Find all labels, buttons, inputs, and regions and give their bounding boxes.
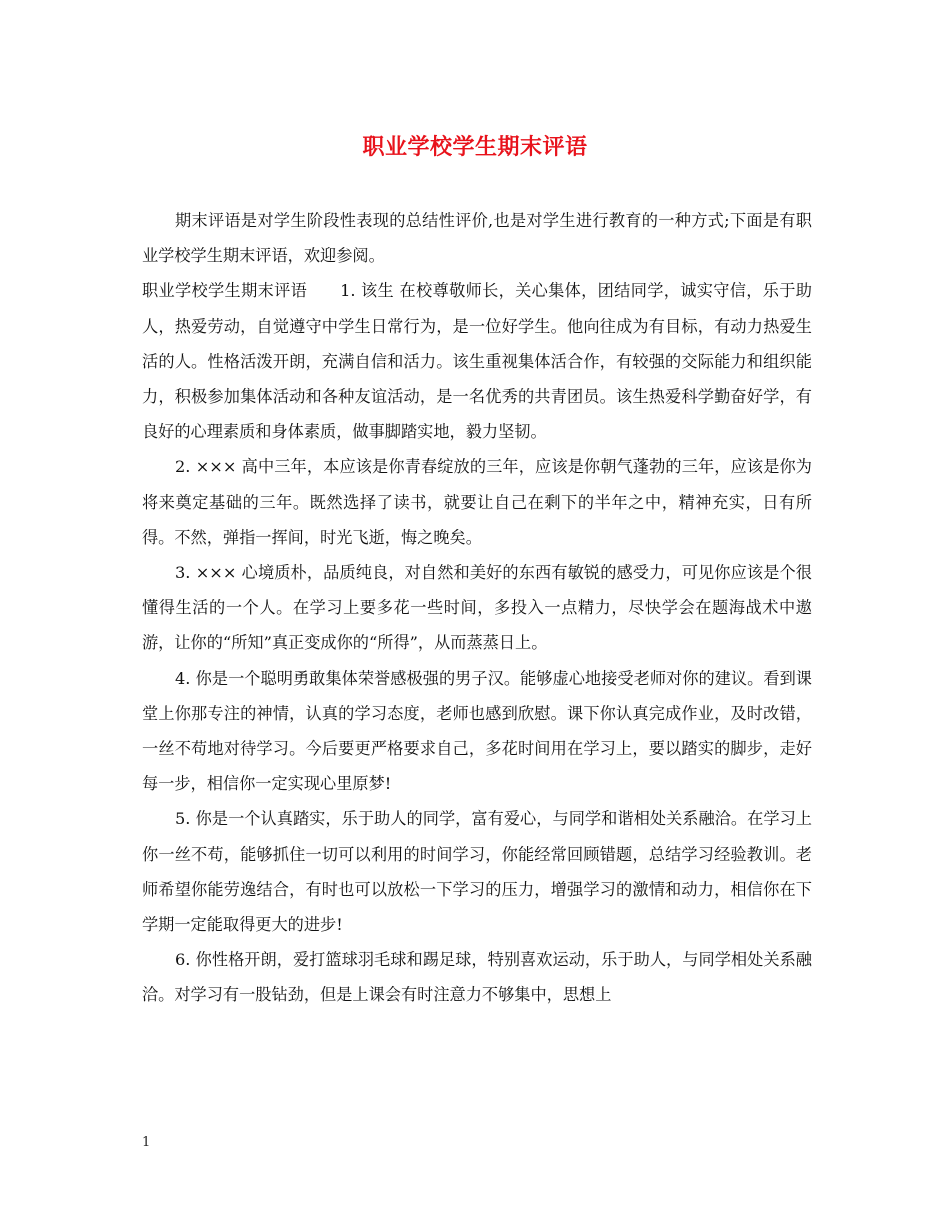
comment-paragraph-1: 职业学校学生期末评语 1. 该生 在校尊敬师长，关心集体，团结同学，诚实守信，乐于助人，热爱劳动，自觉遵守中学生日常行为，是一位好学生。他向往成为有目标，有动力热爱生活的人。性格活泼开朗，充满自信和活力。该生重视集体活合作，有较强的交际能力和组织能力，积极参加集体活动和各种友谊活动，是一名优秀的共青团员。该生热爱科学勤奋好学，有良好的心理素质和身体素质，做事脚踏实地，毅力坚韧。 xyxy=(142,281,812,442)
document-title: 职业学校学生期末评语 xyxy=(362,134,588,160)
page-number: 1 xyxy=(142,1135,151,1150)
comment-paragraph-4: 4. 你是一个聪明勇敢集体荣誉感极强的男子汉。能够虚心地接受老师对你的建议。看到课堂上你那专注的神情，认真的学习态度，老师也感到欣慰。课下你认真完成作业，及时改错，一丝不苟地对待学习。今后要更严格要求自己，多花时间用在学习上，要以踏实的脚步，走好每一步，相信你一定实现心里原梦! xyxy=(142,668,812,794)
comment-paragraph-6: 6. 你性格开朗，爱打篮球羽毛球和踢足球，特别喜欢运动，乐于助人，与同学相处关系融洽。对学习有一股钻劲，但是上课会有时注意力不够集中，思想上 xyxy=(142,950,812,1005)
comment-paragraph-5: 5. 你是一个认真踏实，乐于助人的同学，富有爱心，与同学和谐相处关系融洽。在学习上你一丝不苟，能够抓住一切可以利用的时间学习，你能经常回顾错题，总结学习经验教训。老师希望你能劳逸结合，有时也可以放松一下学习的压力，增强学习的激情和动力，相信你在下学期一定能取得更大的进步! xyxy=(142,809,812,935)
document-body xyxy=(142,203,812,1013)
comment-paragraph-3: 3. ××× 心境质朴，品质纯良，对自然和美好的东西有敏锐的感受力，可见你应该是个很懂得生活的一个人。在学习上要多花一些时间，多投入一点精力，尽快学会在题海战术中遨游，让你的“所知”真正变成你的“所得”，从而蒸蒸日上。 xyxy=(142,563,812,653)
intro-paragraph: 期末评语是对学生阶段性表现的总结性评价,也是对学生进行教育的一种方式;下面是有职业学校学生期末评语，欢迎参阅。 xyxy=(142,211,812,266)
comment-paragraph-2: 2. ××× 高中三年，本应该是你青春绽放的三年，应该是你朝气蓬勃的三年，应该是你为将来奠定基础的三年。既然选择了读书，就要让自己在剩下的半年之中，精神充实，日有所得。不然，弹指一挥间，时光飞逝，悔之晚矣。 xyxy=(142,457,812,547)
